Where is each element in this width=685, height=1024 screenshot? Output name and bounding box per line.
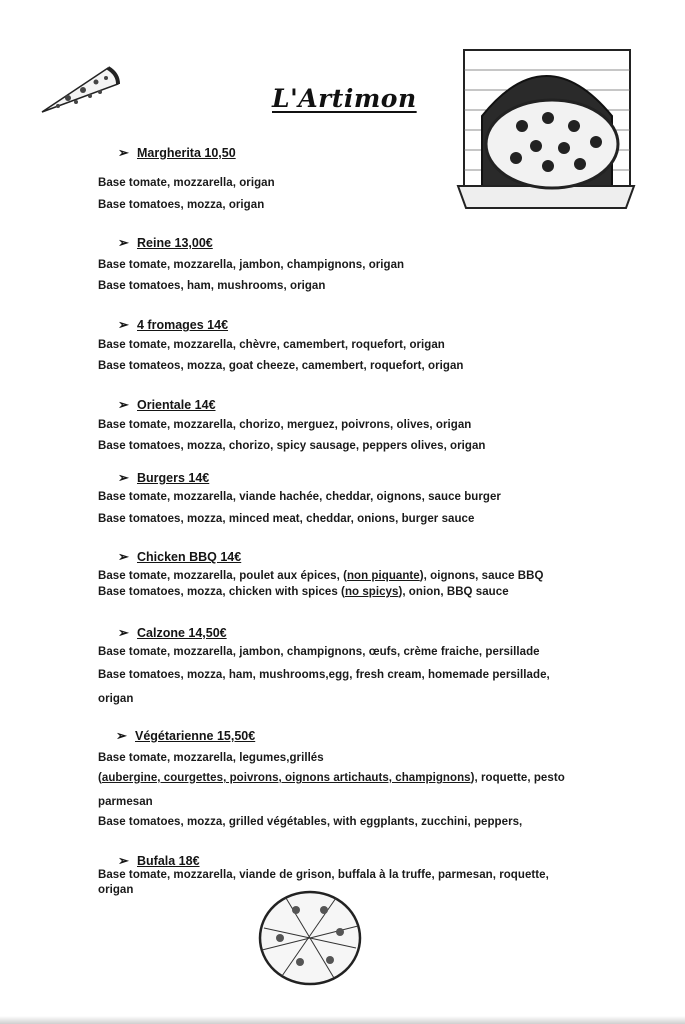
menu-item-heading [116, 728, 255, 744]
menu-item-heading [118, 853, 200, 869]
menu-item-name: Margherita 10,50 [137, 146, 236, 160]
menu-item-description: Base tomate, mozzarella, origan [98, 177, 275, 189]
pizza-slice-illustration [38, 62, 122, 120]
arrow-bullet-icon: ➢ [118, 625, 129, 640]
menu-item-description: Base tomate, mozzarella, chorizo, merguez, poivrons, olives, origan [98, 419, 472, 431]
menu-item-description: Base tomate, mozzarella, jambon, champignons, origan [98, 259, 405, 271]
menu-item-description: origan [98, 884, 134, 896]
menu-item-heading [118, 397, 216, 413]
menu-item-description [98, 570, 543, 582]
menu-item-name: Burgers 14€ [137, 471, 210, 485]
pizza-oven-illustration [456, 46, 636, 214]
whole-pizza-illustration [256, 888, 364, 988]
menu-title: L'Artimon [272, 84, 417, 113]
menu-item-name: Végétarienne 15,50€ [135, 729, 256, 743]
menu-item-description: Base tomateos, mozza, goat cheeze, camembert, roquefort, origan [98, 360, 464, 372]
arrow-bullet-icon: ➢ [118, 549, 129, 564]
menu-item-description: Base tomatoes, mozza, origan [98, 199, 265, 211]
arrow-bullet-icon: ➢ [118, 397, 129, 412]
arrow-bullet-icon: ➢ [118, 317, 129, 332]
menu-item-description: Base tomate, mozzarella, viande de grison, buffala à la truffe, parmesan, roquette, [98, 869, 549, 881]
menu-item-name: Orientale 14€ [137, 398, 216, 412]
menu-item-description: Base tomate, mozzarella, legumes,grillés [98, 752, 324, 764]
text-segment: ), roquette, pesto [470, 772, 565, 784]
menu-item-heading [118, 470, 209, 486]
menu-item-name: 4 fromages 14€ [137, 318, 229, 332]
menu-item-description [98, 586, 509, 598]
menu-item-description: origan [98, 693, 134, 705]
menu-item-description: Base tomatoes, ham, mushrooms, origan [98, 280, 326, 292]
menu-item-description: parmesan [98, 796, 153, 808]
text-segment: Base tomate, mozzarella, poulet aux épices, ( [98, 570, 347, 582]
menu-item-name: Chicken BBQ 14€ [137, 550, 242, 564]
menu-item-name: Reine 13,00€ [137, 236, 213, 250]
menu-item-heading [118, 145, 236, 161]
text-segment: ( [98, 772, 102, 784]
menu-item-description: Base tomate, mozzarella, jambon, champignons, œufs, crème fraiche, persillade [98, 646, 540, 658]
menu-item-description: Base tomatoes, mozza, chorizo, spicy sausage, peppers olives, origan [98, 440, 486, 452]
menu-item-name: Calzone 14,50€ [137, 626, 227, 640]
text-segment: Base tomatoes, mozza, chicken with spices ( [98, 586, 345, 598]
arrow-bullet-icon: ➢ [118, 470, 129, 485]
menu-item-heading [118, 235, 213, 251]
menu-item-description [98, 772, 565, 784]
text-segment: ), onion, BBQ sauce [398, 586, 509, 598]
menu-item-description: Base tomatoes, mozza, grilled végétables, with eggplants, zucchini, peppers, [98, 816, 523, 828]
menu-item-name: Bufala 18€ [137, 854, 200, 868]
menu-item-description: Base tomate, mozzarella, viande hachée, cheddar, oignons, sauce burger [98, 491, 501, 503]
arrow-bullet-icon: ➢ [118, 235, 129, 250]
arrow-bullet-icon: ➢ [116, 728, 127, 743]
page-edge [0, 1016, 685, 1024]
arrow-bullet-icon: ➢ [118, 853, 129, 868]
menu-item-heading [118, 625, 227, 641]
arrow-bullet-icon: ➢ [118, 145, 129, 160]
menu-item-description: Base tomate, mozzarella, chèvre, camembert, roquefort, origan [98, 339, 445, 351]
underlined-segment: no spicys [344, 586, 399, 598]
menu-item-heading [118, 549, 241, 565]
menu-item-description: Base tomatoes, mozza, minced meat, cheddar, onions, burger sauce [98, 513, 475, 525]
underlined-segment: non piquante [346, 570, 420, 582]
menu-item-heading [118, 317, 228, 333]
text-segment: ), oignons, sauce BBQ [419, 570, 544, 582]
underlined-segment: aubergine, courgettes, poivrons, oignons artichauts, champignons [101, 772, 471, 784]
menu-item-description: Base tomatoes, mozza, ham, mushrooms,egg, fresh cream, homemade persillade, [98, 669, 550, 681]
